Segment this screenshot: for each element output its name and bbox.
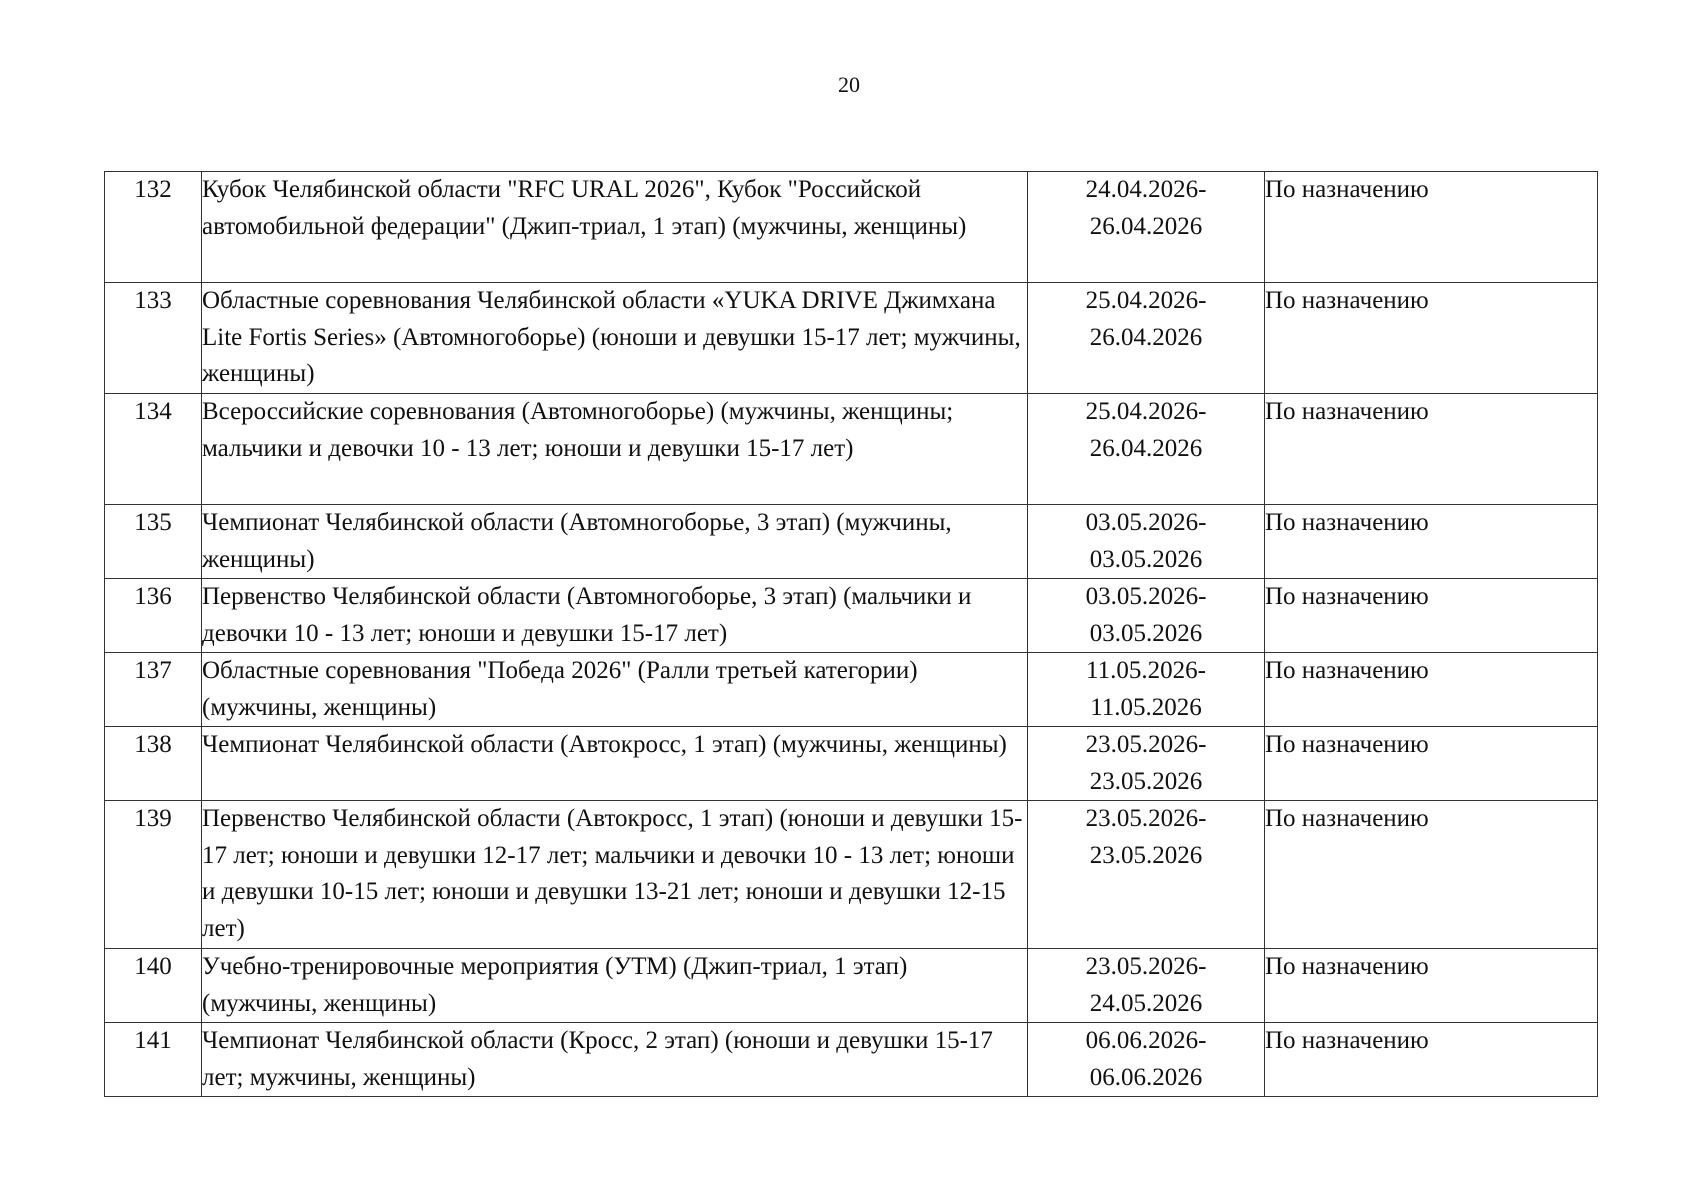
date-start: 03.05.2026- <box>1085 583 1207 610</box>
event-dates <box>1028 579 1265 653</box>
table-row <box>105 727 1598 801</box>
row-number: 132 <box>105 172 202 283</box>
date-end: 03.05.2026 <box>1089 545 1203 573</box>
event-name: Всероссийские соревнования (Автомногоборье) (мужчины, женщины; мальчики и девочки 10 - 13 лет; юноши и девушки 15-17 лет) <box>202 394 1028 505</box>
event-name: Областные соревнования Челябинской области «YUKA DRIVE Джимхана Lite Fortis Series» (Автомногоборье) (юноши и девушки 15-17 лет; мужчины, женщины) <box>202 283 1028 394</box>
row-number: 136 <box>105 579 202 653</box>
date-start: 03.05.2026- <box>1085 509 1207 536</box>
row-number: 140 <box>105 949 202 1023</box>
row-number: 134 <box>105 394 202 505</box>
event-dates <box>1028 283 1265 394</box>
date-start: 25.04.2026- <box>1085 287 1207 314</box>
date-start: 25.04.2026- <box>1085 398 1207 425</box>
date-end: 26.04.2026 <box>1089 434 1203 462</box>
date-start: 23.05.2026- <box>1085 731 1207 758</box>
table-row <box>105 579 1598 653</box>
date-end: 23.05.2026 <box>1089 841 1203 869</box>
table-row <box>105 801 1598 949</box>
date-start: 06.06.2026- <box>1085 1027 1207 1054</box>
row-number: 138 <box>105 727 202 801</box>
table-row <box>105 505 1598 579</box>
table-row <box>105 394 1598 505</box>
date-start: 23.05.2026- <box>1085 805 1207 832</box>
event-dates <box>1028 1023 1265 1097</box>
event-name: Кубок Челябинской области "RFC URAL 2026", Кубок "Российской автомобильной федерации" (Джип-триал, 1 этап) (мужчины, женщины) <box>202 172 1028 283</box>
row-number: 141 <box>105 1023 202 1097</box>
event-dates <box>1028 172 1265 283</box>
event-place: По назначению <box>1265 1023 1598 1097</box>
date-start: 24.04.2026- <box>1085 176 1207 203</box>
table-row <box>105 172 1598 283</box>
date-end: 23.05.2026 <box>1089 767 1203 795</box>
table-row <box>105 283 1598 394</box>
table-row <box>105 949 1598 1023</box>
events-table <box>104 171 1598 1097</box>
row-number: 139 <box>105 801 202 949</box>
event-place: По назначению <box>1265 394 1598 505</box>
event-name: Первенство Челябинской области (Автомногоборье, 3 этап) (мальчики и девочки 10 - 13 лет; юноши и девушки 15-17 лет) <box>202 579 1028 653</box>
date-start: 11.05.2026- <box>1086 657 1206 684</box>
event-dates <box>1028 727 1265 801</box>
row-number: 133 <box>105 283 202 394</box>
event-name: Областные соревнования "Победа 2026" (Ралли третьей категории) (мужчины, женщины) <box>202 653 1028 727</box>
date-end: 26.04.2026 <box>1089 212 1203 240</box>
event-name: Чемпионат Челябинской области (Кросс, 2 этап) (юноши и девушки 15-17 лет; мужчины, женщины) <box>202 1023 1028 1097</box>
table-row <box>105 1023 1598 1097</box>
event-name: Чемпионат Челябинской области (Автомногоборье, 3 этап) (мужчины, женщины) <box>202 505 1028 579</box>
date-end: 06.06.2026 <box>1089 1063 1203 1091</box>
date-end: 11.05.2026 <box>1090 693 1202 721</box>
row-number: 137 <box>105 653 202 727</box>
event-place: По назначению <box>1265 579 1598 653</box>
event-name: Учебно-тренировочные мероприятия (УТМ) (Джип-триал, 1 этап) (мужчины, женщины) <box>202 949 1028 1023</box>
event-place: По назначению <box>1265 505 1598 579</box>
event-place: По назначению <box>1265 727 1598 801</box>
date-end: 03.05.2026 <box>1089 619 1203 647</box>
event-place: По назначению <box>1265 283 1598 394</box>
date-end: 26.04.2026 <box>1089 323 1203 351</box>
event-name: Чемпионат Челябинской области (Автокросс, 1 этап) (мужчины, женщины) <box>202 727 1028 801</box>
event-name: Первенство Челябинской области (Автокросс, 1 этап) (юноши и девушки 15-17 лет; юноши и девушки 12-17 лет; мальчики и девочки 10 - 13 лет; юноши и девушки 10-15 лет; юноши и девушки 13-21 лет; юноши и девушки 12-15 лет) <box>202 801 1028 949</box>
event-place: По назначению <box>1265 801 1598 949</box>
event-dates <box>1028 801 1265 949</box>
table-row <box>105 653 1598 727</box>
date-start: 23.05.2026- <box>1085 953 1207 980</box>
event-dates <box>1028 394 1265 505</box>
event-dates <box>1028 505 1265 579</box>
event-place: По назначению <box>1265 653 1598 727</box>
row-number: 135 <box>105 505 202 579</box>
event-dates <box>1028 949 1265 1023</box>
date-end: 24.05.2026 <box>1089 989 1203 1017</box>
event-place: По назначению <box>1265 949 1598 1023</box>
event-place: По назначению <box>1265 172 1598 283</box>
event-dates <box>1028 653 1265 727</box>
page-number: 20 <box>838 72 860 97</box>
